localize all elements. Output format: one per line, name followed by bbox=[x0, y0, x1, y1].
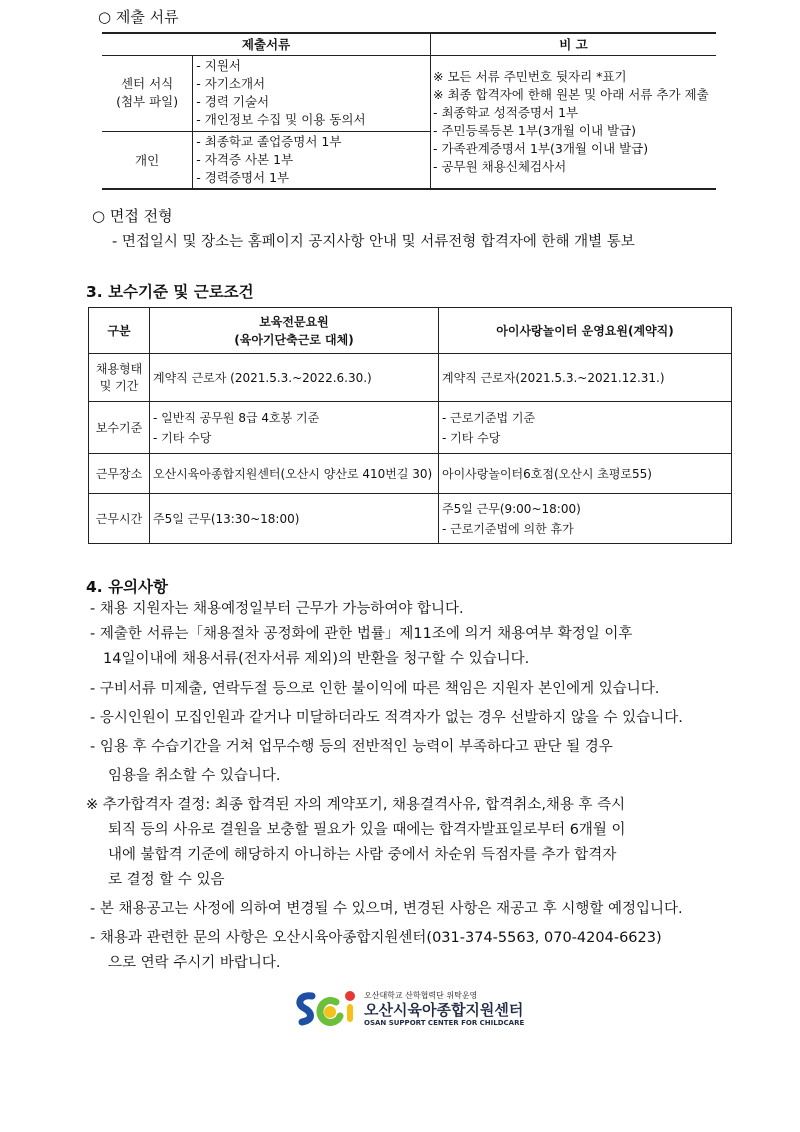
row-label: 근무장소 bbox=[89, 454, 150, 494]
submission-docs-table bbox=[102, 32, 716, 190]
remark-item: ※ 최종 합격자에 한해 원본 및 아래 서류 추가 제출 bbox=[433, 86, 709, 102]
docs-header-docs: 제출서류 bbox=[102, 33, 431, 55]
docs-item: - 지원서 bbox=[196, 58, 241, 73]
notice-line: 내에 불합격 기준에 해당하지 아니하는 사람 중에서 차순위 득점자를 추가 합격자 bbox=[108, 847, 617, 863]
remark-item: - 주민등록등본 1부(3개월 이내 발급) bbox=[433, 122, 637, 138]
interview-text: - 면접일시 및 장소는 홈페이지 공지사항 안내 및 서류전형 합격자에 한해 개별 통보 bbox=[112, 234, 635, 250]
row-label: 보수기준 bbox=[89, 402, 150, 454]
notice-line: 14일이내에 채용서류(전자서류 제외)의 반환을 청구할 수 있습니다. bbox=[103, 651, 530, 667]
remark-item: - 최종학교 성적증명서 1부 bbox=[433, 104, 579, 120]
section3-title: 3. 보수기준 및 근로조건 bbox=[86, 283, 254, 301]
logo-small-text: 오산대학교 산학협력단 위탁운영 bbox=[364, 990, 478, 1000]
docs-item: - 최종학교 졸업증명서 1부 bbox=[196, 133, 342, 149]
notice-line: 임용을 취소할 수 있습니다. bbox=[108, 768, 281, 784]
logo-mark-icon bbox=[292, 986, 362, 1032]
docs-row-items bbox=[193, 55, 431, 131]
docs-row-label: 센터 서식 (첨부 파일) bbox=[102, 55, 193, 131]
cell-line: - 일반직 공무원 8급 4호봉 기준 bbox=[153, 410, 320, 425]
remark-item: - 공무원 채용신체검사서 bbox=[433, 158, 567, 174]
docs-row-items bbox=[193, 131, 431, 189]
cell-line: - 근로기준법에 의한 휴가 bbox=[442, 521, 574, 536]
cell-line: 주5일 근무(9:00~18:00) bbox=[442, 501, 581, 516]
notice-line: - 채용 지원자는 채용예정일부터 근무가 가능하여야 합니다. bbox=[90, 601, 464, 617]
docs-remarks bbox=[431, 55, 717, 189]
cell-childcare bbox=[150, 402, 439, 454]
docs-item: - 경력증명서 1부 bbox=[196, 169, 290, 185]
remark-item: - 가족관계증명서 1부(3개월 이내 발급) bbox=[433, 140, 649, 156]
docs-item: - 개인정보 수집 및 이용 동의서 bbox=[196, 112, 366, 127]
notice-line: - 응시인원이 모집인원과 같거나 미달하더라도 적격자가 없는 경우 선발하지 않을 수 있습니다. bbox=[90, 710, 683, 726]
interview-heading: ○ 면접 전형 bbox=[92, 207, 173, 225]
logo-text bbox=[364, 991, 524, 1028]
docs-item: - 경력 기술서 bbox=[196, 94, 270, 109]
docs-header-remarks: 비 고 bbox=[431, 33, 717, 55]
row-label: 채용형태 및 기간 bbox=[89, 354, 150, 402]
cell-childcare: 오산시육아종합지원센터(오산시 양산로 410번길 30) bbox=[150, 454, 439, 494]
docs-item: - 자기소개서 bbox=[196, 76, 266, 91]
notice-line: - 구비서류 미제출, 연락두절 등으로 인한 불이익에 따른 책임은 지원자 본인에게 있습니다. bbox=[90, 681, 660, 697]
cell-playground: 계약직 근로자(2021.5.3.~2021.12.31.) bbox=[439, 354, 732, 402]
cell-playground bbox=[439, 402, 732, 454]
remark-item: ※ 모든 서류 주민번호 뒷자리 *표기 bbox=[433, 68, 627, 84]
col-header-playground: 아이사랑놀이터 운영요원(계약직) bbox=[439, 308, 732, 354]
notice-line: 퇴직 등의 사유로 결원을 보충할 필요가 있을 때에는 합격자발표일로부터 6개월 이 bbox=[108, 822, 626, 838]
notice-line: ※ 추가합격자 결정: 최종 합격된 자의 계약포기, 채용결격사유, 합격취소,채용 후 즉시 bbox=[86, 797, 626, 813]
docs-item: - 자격증 사본 1부 bbox=[196, 151, 294, 167]
pay-conditions-table bbox=[88, 307, 732, 544]
notice-line: - 임용 후 수습기간을 거쳐 업무수행 등의 전반적인 능력이 부족하다고 판단 될 경우 bbox=[90, 739, 613, 755]
cell-playground bbox=[439, 494, 732, 544]
cell-childcare: 계약직 근로자 (2021.5.3.~2022.6.30.) bbox=[150, 354, 439, 402]
cell-line: - 근로기준법 기준 bbox=[442, 410, 536, 425]
col-header-category: 구분 bbox=[89, 308, 150, 354]
cell-childcare: 주5일 근무(13:30~18:00) bbox=[150, 494, 439, 544]
docs-heading: ○ 제출 서류 bbox=[98, 8, 179, 26]
cell-line: - 기타 수당 bbox=[153, 430, 212, 445]
notice-line: - 제출한 서류는「채용절차 공정화에 관한 법률」제11조에 의거 채용여부 확정일 이후 bbox=[90, 626, 633, 642]
cell-line: - 기타 수당 bbox=[442, 430, 501, 445]
center-logo bbox=[292, 986, 524, 1032]
notice-line: 로 결정 할 수 있음 bbox=[108, 872, 225, 888]
notice-line: - 채용과 관련한 문의 사항은 오산시육아종합지원센터(031-374-5563, 070-4204-6623) bbox=[90, 930, 662, 946]
notice-line: - 본 채용공고는 사정에 의하여 변경될 수 있으며, 변경된 사항은 재공고 후 시행할 예정입니다. bbox=[90, 901, 683, 917]
docs-row-label: 개인 bbox=[102, 131, 193, 189]
section4-title: 4. 유의사항 bbox=[86, 578, 168, 596]
logo-main-text: 오산시육아종합지원센터 bbox=[364, 1000, 524, 1019]
col-header-childcare: 보육전문요원 (육아기단축근로 대체) bbox=[150, 308, 439, 354]
notice-line: 으로 연락 주시기 바랍니다. bbox=[108, 955, 281, 971]
cell-playground: 아이사랑놀이터6호점(오산시 초평로55) bbox=[439, 454, 732, 494]
row-label: 근무시간 bbox=[89, 494, 150, 544]
logo-english-text: OSAN SUPPORT CENTER FOR CHILDCARE bbox=[364, 1018, 525, 1027]
